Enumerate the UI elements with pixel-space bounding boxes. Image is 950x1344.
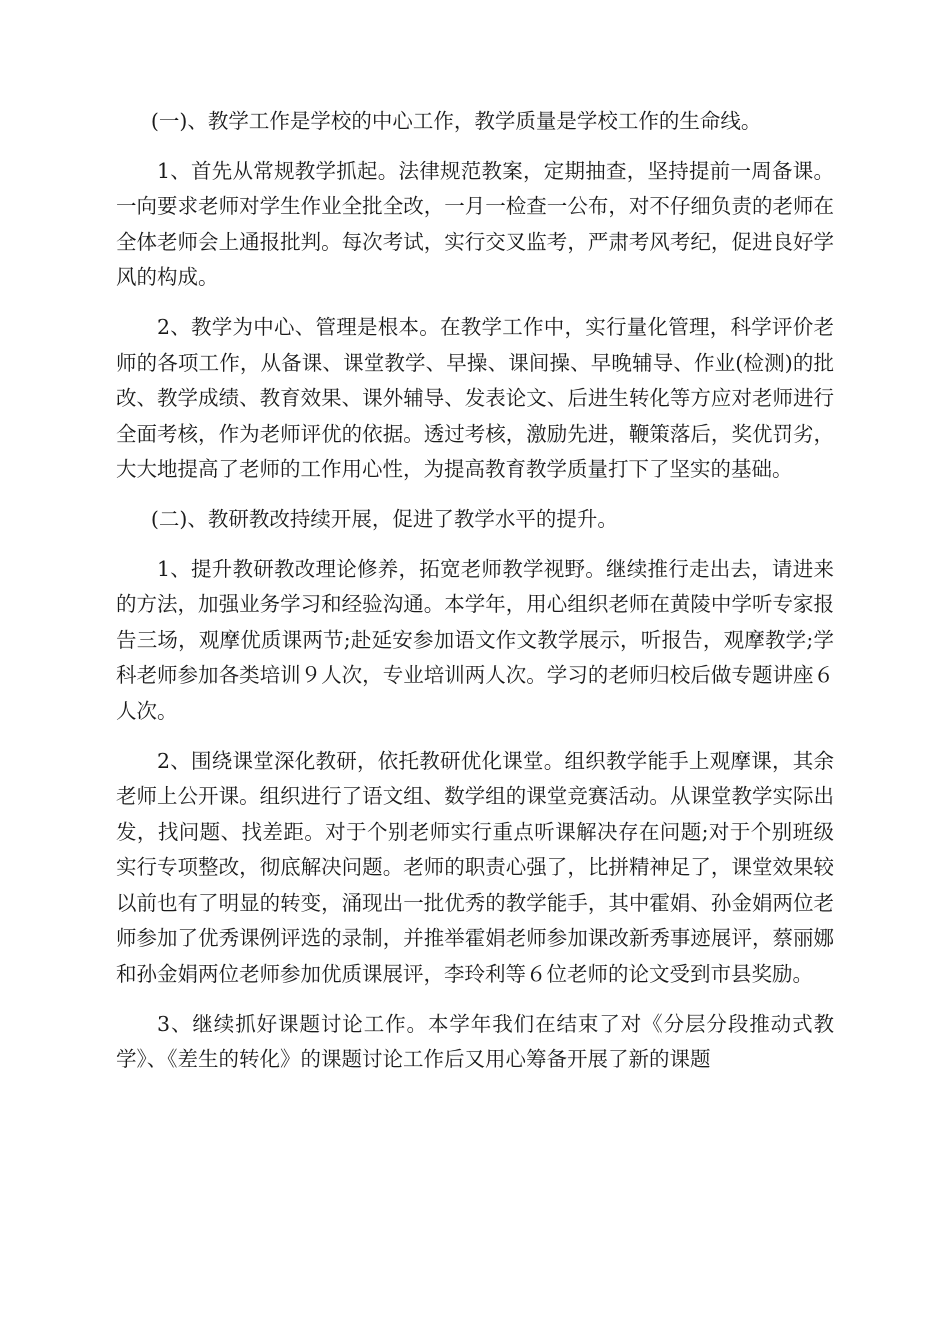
section-heading-1: (一)、教学工作是学校的中心工作，教学质量是学校工作的生命线。 (150, 109, 762, 133)
paragraph-2-3: 3、继续抓好课题讨论工作。本学年我们在结束了对《分层分段推动式教学》、《差生的转化》的课题讨论工作后又用心筹备开展了新的课题 (116, 1011, 834, 1072)
paragraph-2-2: 2、围绕课堂深化教研，依托教研优化课堂。组织教学能手上观摩课，其余老师上公开课。组织进行了语文组、数学组的课堂竞赛活动。从课堂教学实际出发，找问题、找差距。对于个别老师实行重点听课解决存在问题;对于个别班级实行专项整改，彻底解决问题。老师的职责心强了，比拼精神足了，课堂效果较以前也有了明显的转变，涌现出一批优秀的教学能手，其中霍娟、孙金娟两位老师参加了优秀课例评选的录制，并推举霍娟老师参加课改新秀事迹展评，蔡丽娜和孙金娟两位老师参加优质课展评，李玲利等６位老师的论文受到市县奖励。 (116, 748, 834, 987)
paragraph-2-1: 1、提升教研教改理论修养，拓宽老师教学视野。继续推行走出去，请进来的方法，加强业务学习和经验沟通。本学年，用心组织老师在黄陵中学听专家报告三场，观摩优质课两节;赴延安参加语文作文教学展示，听报告，观摩教学;学科老师参加各类培训９人次，专业培训两人次。学习的老师归校后做专题讲座６人次。 (116, 556, 834, 723)
document-page (116, 104, 834, 1092)
paragraph-1-1: 1、首先从常规教学抓起。法律规范教案，定期抽查，坚持提前一周备课。一向要求老师对学生作业全批全改，一月一检查一公布，对不仔细负责的老师在全体老师会上通报批判。每次考试，实行交叉监考，严肃考风考纪，促进良好学风的构成。 (116, 158, 834, 290)
paragraph-1-2: 2、教学为中心、管理是根本。在教学工作中，实行量化管理，科学评价老师的各项工作，从备课、课堂教学、早操、课间操、早晚辅导、作业(检测)的批改、教学成绩、教育效果、课外辅导、发表论文、后进生转化等方应对老师进行全面考核，作为老师评优的依据。透过考核，激励先进，鞭策落后，奖优罚劣，大大地提高了老师的工作用心性，为提高教育教学质量打下了坚实的基础。 (116, 314, 834, 482)
section-heading-2: (二)、教研教改持续开展，促进了教学水平的提升。 (150, 506, 618, 531)
